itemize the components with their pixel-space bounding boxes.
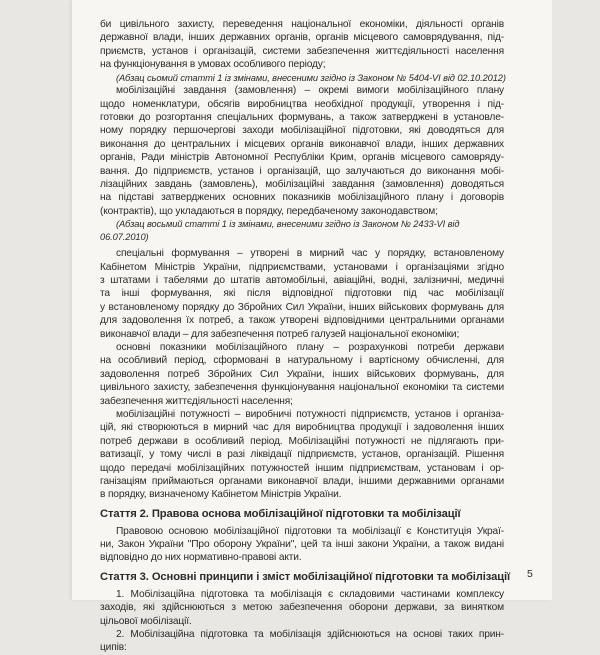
paragraph-continuation [100,18,504,72]
text-line: цільової мобілізації. [100,615,192,627]
text-line: потреб держави в особливий період. Мобілізаційні потужності не підлягають при- [100,435,504,447]
text-line: відповідно до них нормативно-правові акти. [100,552,302,564]
text-line: та інші формування, які після відповідної підготовки під час мобілізації [100,288,504,300]
text-line: ципів: [100,642,127,654]
paragraph-special-formations [100,247,504,341]
text-line: щодо номенклатури, обсягів виробництва необхідної продукції, утворення і під- [100,98,504,110]
text-line: державної влади, інших державних органів, органів місцевого самоврядування, під- [100,32,504,44]
text-line: забезпечення життєдіяльності населення; [100,395,293,407]
text-line: Правовою основою мобілізаційної підготовки та мобілізації є Конституція Украї- [116,525,504,537]
amendment-note: (Абзац восьмий статті 1 із змінами, внесеними згідно із Законом № 2433-VI від [116,219,460,230]
text-line: заходів, які здійснюються з метою забезпечення оборони держави, за винятком [100,602,504,614]
text-line: ватизації, у тому числі в разі ліквідації підприємств, установ, організацій. Рішення [100,449,504,461]
text-line: задоволення потреб Збройних Сил України, інших військових формувань, для [100,368,504,380]
text-line: вання. До підприємств, установ і організацій, що залучаються до виконання мобі- [100,165,504,177]
text-line: ни, Закон України "Про оборону України", цей та інші закони України, а також видані [100,539,504,551]
text-line: ганізаціям приймаються органами виконавчої влади, іншими державними органами [100,475,504,487]
text-line: в порядку, визначеному Кабінетом Міністрів України. [100,489,342,501]
article-3-paragraph-2 [100,628,504,655]
text-line: Кабінетом Міністрів України, підприємствами, установами і організаціями згідно [100,261,504,273]
text-line: мобілізаційні потужності – виробничі потужності підприємств, установ і організа- [116,408,504,420]
text-line: у встановленому порядку до Збройних Сил України, інших військових формувань для [100,301,504,313]
paragraph-mobilization-capacity [100,408,504,502]
page-content [100,18,511,655]
text-line: 1. Мобілізаційна підготовка та мобілізація є складовими частинами комплексу [116,588,504,600]
text-line: 2. Мобілізаційна підготовка та мобілізація здійснюються на основі таких прин- [116,629,504,641]
text-line: на функціонування в умовах особливого періоду; [100,59,326,71]
paragraph-mobilization-orders [100,84,504,218]
article-2-heading: Стаття 2. Правова основа мобілізаційної підготовки та мобілізації [100,507,461,520]
article-3-paragraph-1 [100,588,504,628]
text-line: основні показники мобілізаційного плану – розрахункові потреби держави [116,341,504,353]
text-line: готовки до розгортання спеціальних формувань, а також затверджені в установле- [100,111,504,123]
text-line: цій, які створюються в мирний час для виробництва продукції і задоволення інших [100,422,504,434]
text-line: приємств, установ і організацій, системи забезпечення життєдіяльності населення [100,45,504,57]
text-line: ному порядку першочергові заходи мобілізаційної підготовки, які доводяться для [100,125,504,137]
text-line: мобілізаційні завдання (замовлення) – окремі вимоги мобілізаційного плану [116,85,504,97]
text-line: щодо передачі мобілізаційних потужностей іншим підприємствам, установам і ор- [100,462,504,474]
article-3-heading: Стаття 3. Основні принципи і зміст мобілізаційної підготовки та мобілізації [100,570,511,583]
text-line: цивільного захисту, забезпечення функціонування національної економіки та системи [100,382,504,394]
text-line: органів, Ради міністрів Автономної Республіки Крим, органів місцевого самовряду- [100,152,504,164]
paragraph-plan-indicators [100,341,504,408]
document-page [72,0,552,654]
text-line: виконавчої влади – для забезпечення потреб галузей національної економіки; [100,328,460,340]
text-line: з штатами і табелями до штатів автомобільні, авіаційні, водні, залізничні, медичні [100,275,504,287]
text-line: на підставі затверджених основних показників мобілізаційного плану і договорів [100,192,504,204]
text-line: лізаційних завдань (замовлень), мобілізаційні завдання (замовлення) доводяться [100,178,504,190]
text-line: (контрактів), що укладаються в порядку, передбаченому законодавством; [100,205,438,217]
text-line: для задоволення їх потреб, а також утворені відповідними центральними органами [100,315,504,327]
text-line: спеціальні формування – утворені в мирний час у порядку, встановленому [116,248,504,260]
article-2-body [100,525,504,565]
text-line: би цивільного захисту, переведення національної економіки, діяльності органів [100,19,504,30]
text-line: виконання до центральних і місцевих органів виконавчої влади, інших державних [100,138,504,150]
page-number: 5 [527,568,533,580]
text-line: на особливий період, сформовані в натуральному і вартісному обчисленні, для [100,355,504,367]
amendment-note: 06.07.2010) [100,231,149,242]
amendment-note: (Абзац сьомий статті 1 із змінами, внесеними згідно із Законом № 5404-VI від 02.10.2012) [116,72,506,83]
